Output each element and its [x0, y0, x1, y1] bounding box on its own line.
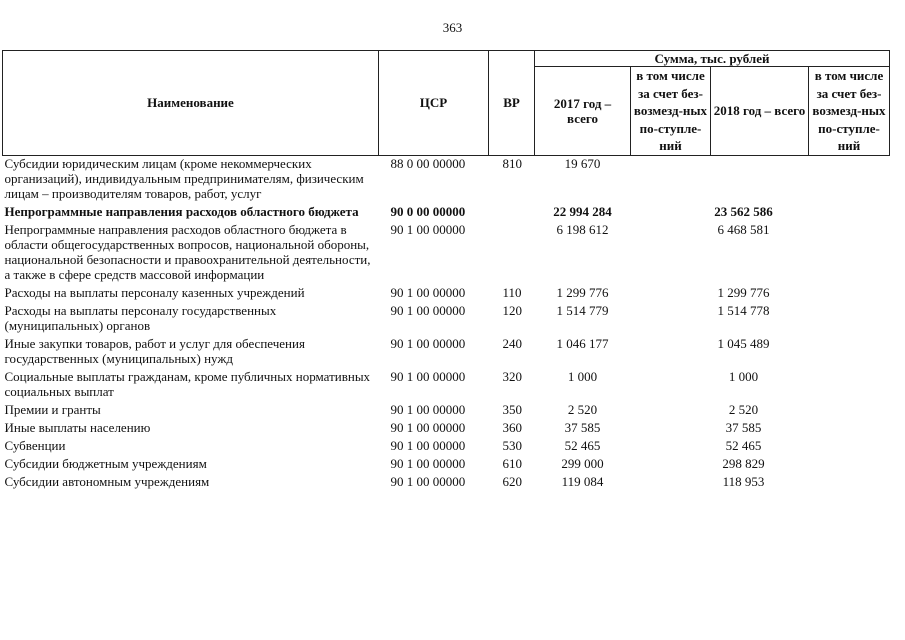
row-vr: 240: [502, 335, 522, 351]
header-vr: ВР: [489, 51, 535, 156]
row-2017-free: [631, 438, 711, 456]
row-csr: 90 1 00 00000: [390, 302, 466, 318]
row-vr: 610: [502, 455, 522, 471]
row-csr: 90 1 00 00000: [390, 284, 466, 300]
budget-table: [2, 50, 890, 492]
row-vr: 530: [502, 437, 522, 453]
row-2017-total: 1 046 177: [556, 335, 609, 351]
row-name: Субсидии автономным учреждениям: [4, 473, 210, 489]
row-name: Субсидии бюджетным учреждениям: [4, 455, 207, 471]
row-name: Социальные выплаты гражданам, кроме публичных нормативных социальных выплат: [4, 368, 371, 399]
row-2017-free: [631, 369, 711, 402]
row-2018-total: 23 562 586: [714, 203, 773, 219]
row-2018-free: [809, 303, 890, 336]
row-csr: 90 0 00 00000: [390, 203, 466, 219]
table-row: [3, 336, 890, 369]
row-2018-free: [809, 285, 890, 303]
row-2017-total: 1 514 779: [556, 302, 609, 318]
row-vr: [489, 222, 535, 285]
table-row: [3, 474, 890, 492]
row-2017-total: 37 585: [564, 419, 601, 435]
row-2017-total: 52 465: [564, 437, 601, 453]
row-2017-total: 6 198 612: [556, 221, 609, 237]
row-2017-free: [631, 474, 711, 492]
row-2018-free: [809, 204, 890, 222]
row-2017-total: 119 084: [561, 473, 604, 489]
row-2017-total: 2 520: [567, 401, 598, 417]
row-csr: 90 1 00 00000: [390, 437, 466, 453]
header-name: Наименование: [3, 51, 379, 156]
row-2017-free: [631, 285, 711, 303]
row-name: Расходы на выплаты персоналу казенных учреждений: [4, 284, 305, 300]
row-vr: 360: [502, 419, 522, 435]
row-2017-free: [631, 222, 711, 285]
row-2017-total: 1 299 776: [556, 284, 609, 300]
row-2017-total: 19 670: [564, 155, 601, 171]
row-2017-free: [631, 303, 711, 336]
row-vr: 810: [502, 155, 522, 171]
row-2017-total: 1 000: [567, 368, 598, 384]
header-2017-free: в том числе за счет без-возмезд-ных по-ступле-ний: [631, 67, 711, 156]
row-2018-total: 1 045 489: [717, 335, 770, 351]
row-name: Непрограммные направления расходов областного бюджета: [4, 203, 359, 219]
row-2018-free: [809, 155, 890, 204]
row-name: Субсидии юридическим лицам (кроме некоммерческих организаций), индивидуальным предпринимателям, физическим лицам – производителям товаров, работ, услуг: [4, 155, 364, 201]
row-2017-total: 299 000: [561, 455, 604, 471]
row-2018-free: [809, 474, 890, 492]
table-row: [3, 402, 890, 420]
row-csr: 90 1 00 00000: [390, 473, 466, 489]
table-row: [3, 285, 890, 303]
row-name: Иные закупки товаров, работ и услуг для обеспечения государственных (муниципальных) нужд: [4, 335, 305, 366]
row-2018-free: [809, 456, 890, 474]
table-row: [3, 420, 890, 438]
row-csr: 90 1 00 00000: [390, 419, 466, 435]
row-csr: 90 1 00 00000: [390, 455, 466, 471]
row-2018-total: 2 520: [728, 401, 759, 417]
row-2018-total: 37 585: [725, 419, 762, 435]
row-name: Иные выплаты населению: [4, 419, 151, 435]
row-csr: 90 1 00 00000: [390, 221, 466, 237]
row-2017-free: [631, 420, 711, 438]
row-2018-free: [809, 336, 890, 369]
row-2018-total: [711, 155, 809, 204]
row-2018-total: 6 468 581: [717, 221, 770, 237]
row-2018-total: 52 465: [725, 437, 762, 453]
row-2018-free: [809, 420, 890, 438]
row-vr: 620: [502, 473, 522, 489]
header-2018-free: в том числе за счет без-возмезд-ных по-ступле-ний: [809, 67, 890, 156]
row-2018-free: [809, 438, 890, 456]
table-header: [3, 51, 890, 156]
row-name: Субвенции: [4, 437, 66, 453]
row-2018-total: 1 299 776: [717, 284, 770, 300]
row-2018-total: 298 829: [722, 455, 765, 471]
row-2017-free: [631, 336, 711, 369]
row-name: Расходы на выплаты персоналу государственных (муниципальных) органов: [4, 302, 277, 333]
row-vr: 320: [502, 368, 522, 384]
row-csr: 90 1 00 00000: [390, 335, 466, 351]
row-vr: [489, 204, 535, 222]
row-2017-total: 22 994 284: [553, 203, 612, 219]
page-number: 363: [442, 20, 463, 35]
row-2018-total: 1 514 778: [717, 302, 770, 318]
row-2017-free: [631, 402, 711, 420]
table-row: [3, 204, 890, 222]
row-2018-free: [809, 369, 890, 402]
row-2018-free: [809, 402, 890, 420]
row-vr: 110: [502, 284, 522, 300]
header-sum-group: Сумма, тыс. рублей: [535, 51, 890, 67]
table-row: [3, 303, 890, 336]
row-csr: 90 1 00 00000: [390, 401, 466, 417]
row-vr: 350: [502, 401, 522, 417]
row-csr: 90 1 00 00000: [390, 368, 466, 384]
row-2017-free: [631, 204, 711, 222]
header-csr: ЦСР: [379, 51, 489, 156]
table-row: [3, 456, 890, 474]
row-name: Непрограммные направления расходов областного бюджета в области общегосударственных вопросов, национальной обороны, национальной безопасности и правоохранительной деятельности, а также в сфере средств массовой информации: [4, 221, 371, 282]
table-row: [3, 155, 890, 204]
row-name: Премии и гранты: [4, 401, 101, 417]
row-2018-free: [809, 222, 890, 285]
row-vr: 120: [502, 302, 522, 318]
table-body: [3, 155, 890, 492]
table-row: [3, 369, 890, 402]
table-row: [3, 438, 890, 456]
header-2017-total: 2017 год – всего: [535, 67, 631, 156]
row-2017-free: [631, 456, 711, 474]
row-2017-free: [631, 155, 711, 204]
row-2018-total: 118 953: [722, 473, 765, 489]
table-row: [3, 222, 890, 285]
header-2018-total: 2018 год – всего: [711, 67, 809, 156]
row-csr: 88 0 00 00000: [390, 155, 466, 171]
row-2018-total: 1 000: [728, 368, 759, 384]
